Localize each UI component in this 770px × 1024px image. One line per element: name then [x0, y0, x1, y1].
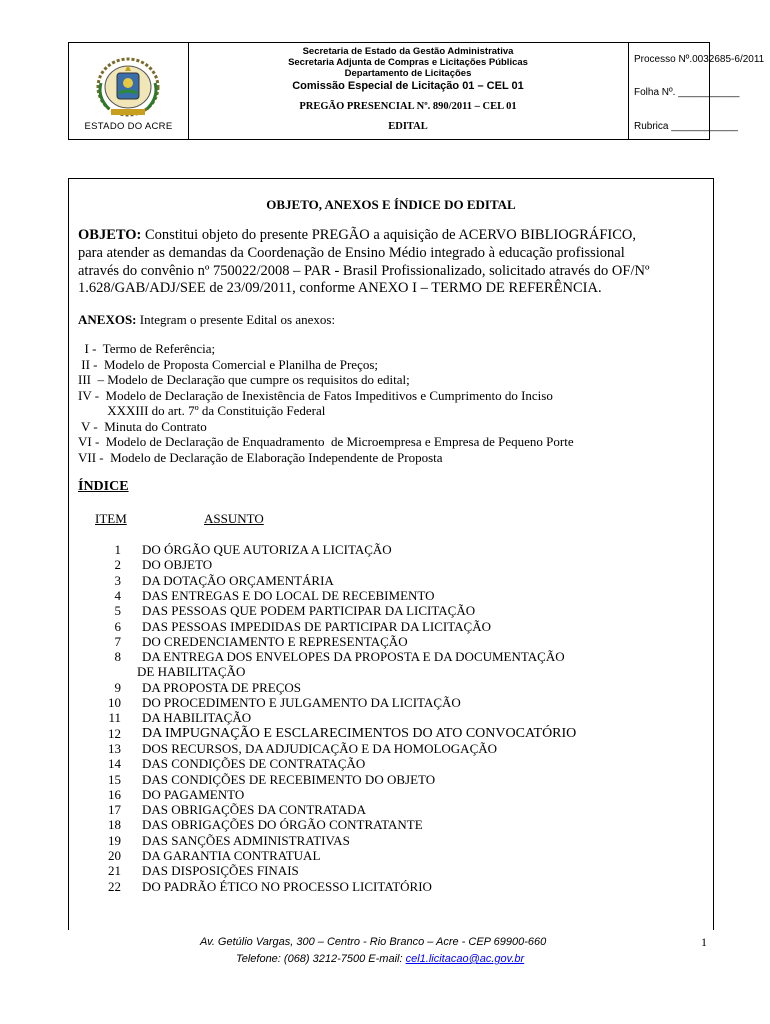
document-header	[68, 42, 765, 140]
anexo-item: I - Termo de Referência;	[78, 341, 216, 356]
index-item-number: 21	[108, 863, 121, 879]
anexo-item: II - Modelo de Proposta Comercial e Planilha de Preços;	[78, 357, 379, 372]
objeto-line-1: Constitui objeto do presente PREGÃO a aquisição de ACERVO BIBLIOGRÁFICO,	[145, 227, 637, 243]
objeto-line-4: 1.628/GAB/ADJ/SEE de 23/09/2011, conforme ANEXO I – TERMO DE REFERÊNCIA.	[78, 280, 602, 296]
index-item-number: 11	[108, 710, 121, 726]
page-number: 1	[701, 935, 707, 949]
index-item-number: 9	[114, 679, 121, 695]
footer-email-link[interactable]: cel1.licitacao@ac.gov.br	[405, 953, 525, 965]
index-item-number: 19	[108, 832, 121, 848]
anexo-item: V - Minuta do Contrato	[78, 419, 207, 434]
anexos-intro-line	[78, 312, 335, 328]
anexo-item: VI - Modelo de Declaração de Enquadramento de Microempresa e Empresa de Pequeno Porte	[78, 434, 574, 449]
index-item-number: 16	[108, 786, 121, 802]
section-title: OBJETO, ANEXOS E ÍNDICE DO EDITAL	[266, 197, 516, 212]
index-item-number: 10	[108, 695, 121, 710]
index-item-number: 20	[108, 848, 121, 863]
index-item-number: 22	[108, 878, 121, 894]
index-item-title: DA HABILITAÇÃO	[142, 710, 252, 726]
anexo-item: XXXIII do art. 7º da Constituição Federal	[78, 403, 326, 418]
footer-contact	[236, 953, 524, 965]
objeto-label: OBJETO:	[78, 227, 142, 243]
index-item-number: 6	[114, 618, 121, 634]
main-content-box	[68, 178, 714, 930]
header-pregao: PREGÃO PRESENCIAL Nº. 890/2011 – CEL 01	[299, 101, 517, 112]
index-item-number: 12	[108, 725, 121, 741]
anexo-item: III – Modelo de Declaração que cumpre os requisitos do edital;	[78, 372, 410, 387]
index-item-title: DAS ENTREGAS E DO LOCAL DE RECEBIMENTO	[142, 587, 435, 603]
objeto-paragraph-line-1	[78, 227, 636, 244]
index-item-title: DA PROPOSTA DE PREÇOS	[142, 679, 301, 695]
index-item-title: DO PAGAMENTO	[142, 786, 245, 802]
anexos-intro: Integram o presente Edital os anexos:	[139, 312, 336, 327]
index-item-title: DOS RECURSOS, DA ADJUDICAÇÃO E DA HOMOLOGAÇÃO	[142, 740, 498, 756]
header-title-cell	[188, 43, 629, 139]
index-item-number: 7	[114, 633, 121, 649]
index-item-number: 17	[108, 802, 121, 818]
index-item-title: DA IMPUGNAÇÃO E ESCLARECIMENTOS DO ATO CONVOCATÓRIO	[142, 725, 577, 741]
index-item-number: 8	[114, 649, 121, 665]
index-item-number: 14	[108, 756, 121, 772]
index-item-number: 5	[114, 603, 121, 619]
column-header-item: ITEM	[95, 511, 127, 526]
state-coat-of-arms-logo	[93, 53, 163, 119]
objeto-line-3: através do convênio nº 750022/2008 – PAR - Brasil Profissionalizado, solicitado através do OF/Nº	[78, 263, 650, 279]
rubrica-field: Rubrica ____________	[634, 121, 738, 132]
index-item-title: DAS SANÇÕES ADMINISTRATIVAS	[142, 832, 350, 848]
index-item-number: 3	[114, 572, 121, 588]
process-info-cell	[628, 43, 765, 139]
index-item-title: DO CREDENCIAMENTO E REPRESENTAÇÃO	[142, 633, 408, 649]
anexo-item: VII - Modelo de Declaração de Elaboração Independente de Proposta	[78, 450, 443, 465]
index-item-title: DO ÓRGÃO QUE AUTORIZA A LICITAÇÃO	[142, 542, 392, 557]
index-item-title: DAS OBRIGAÇÕES DA CONTRATADA	[142, 802, 366, 818]
index-item-title: DE HABILITAÇÃO	[137, 664, 246, 680]
index-item-title: DA DOTAÇÃO ORÇAMENTÁRIA	[142, 572, 334, 588]
index-item-title: DA GARANTIA CONTRATUAL	[142, 848, 321, 863]
index-item-title: DO OBJETO	[142, 557, 213, 573]
header-line-1: Secretaria de Estado da Gestão Administrativa	[302, 46, 514, 57]
footer-phone: Telefone: (068) 3212-7500 E-mail:	[236, 953, 406, 965]
logo-cell	[69, 43, 189, 139]
header-edital: EDITAL	[388, 121, 428, 132]
anexos-label: ANEXOS:	[78, 312, 137, 327]
process-number: Processo Nº.0032685-6/2011	[634, 54, 765, 65]
anexo-item: IV - Modelo de Declaração de Inexistência de Fatos Impeditivos e Cumprimento do Inciso	[78, 388, 553, 403]
indice-heading: ÍNDICE	[78, 479, 129, 494]
index-item-title: DAS PESSOAS QUE PODEM PARTICIPAR DA LICITAÇÃO	[142, 603, 476, 619]
index-item-title: DO PADRÃO ÉTICO NO PROCESSO LICITATÓRIO	[142, 878, 432, 894]
index-item-number: 4	[114, 587, 121, 603]
index-item-number: 13	[108, 740, 121, 756]
index-item-number: 2	[114, 557, 121, 573]
index-item-title: DAS CONDIÇÕES DE RECEBIMENTO DO OBJETO	[142, 771, 436, 787]
header-commission: Comissão Especial de Licitação 01 – CEL 01	[292, 80, 524, 92]
footer-address: Av. Getúlio Vargas, 300 – Centro - Rio Branco – Acre - CEP 69900-660	[200, 936, 547, 948]
header-line-2: Secretaria Adjunta de Compras e Licitações Públicas	[288, 57, 528, 68]
logo-caption: ESTADO DO ACRE	[84, 121, 173, 132]
index-item-number: 15	[108, 771, 121, 787]
index-item-title: DAS CONDIÇÕES DE CONTRATAÇÃO	[142, 756, 366, 772]
objeto-line-2: para atender as demandas da Coordenação de Ensino Médio integrado à educação profissional	[78, 245, 625, 261]
folha-field: Folha Nº. ___________	[634, 87, 740, 98]
index-item-title: DAS DISPOSIÇÕES FINAIS	[142, 863, 299, 879]
index-item-title: DA ENTREGA DOS ENVELOPES DA PROPOSTA E DA DOCUMENTAÇÃO	[142, 649, 565, 665]
column-header-assunto: ASSUNTO	[204, 511, 264, 526]
index-item-number: 1	[114, 542, 121, 557]
index-item-number: 18	[108, 817, 121, 833]
header-line-3: Departamento de Licitações	[344, 68, 472, 79]
index-item-title: DO PROCEDIMENTO E JULGAMENTO DA LICITAÇÃO	[142, 695, 461, 710]
index-item-title: DAS OBRIGAÇÕES DO ÓRGÃO CONTRATANTE	[142, 817, 423, 833]
index-item-title: DAS PESSOAS IMPEDIDAS DE PARTICIPAR DA LICITAÇÃO	[142, 618, 492, 634]
